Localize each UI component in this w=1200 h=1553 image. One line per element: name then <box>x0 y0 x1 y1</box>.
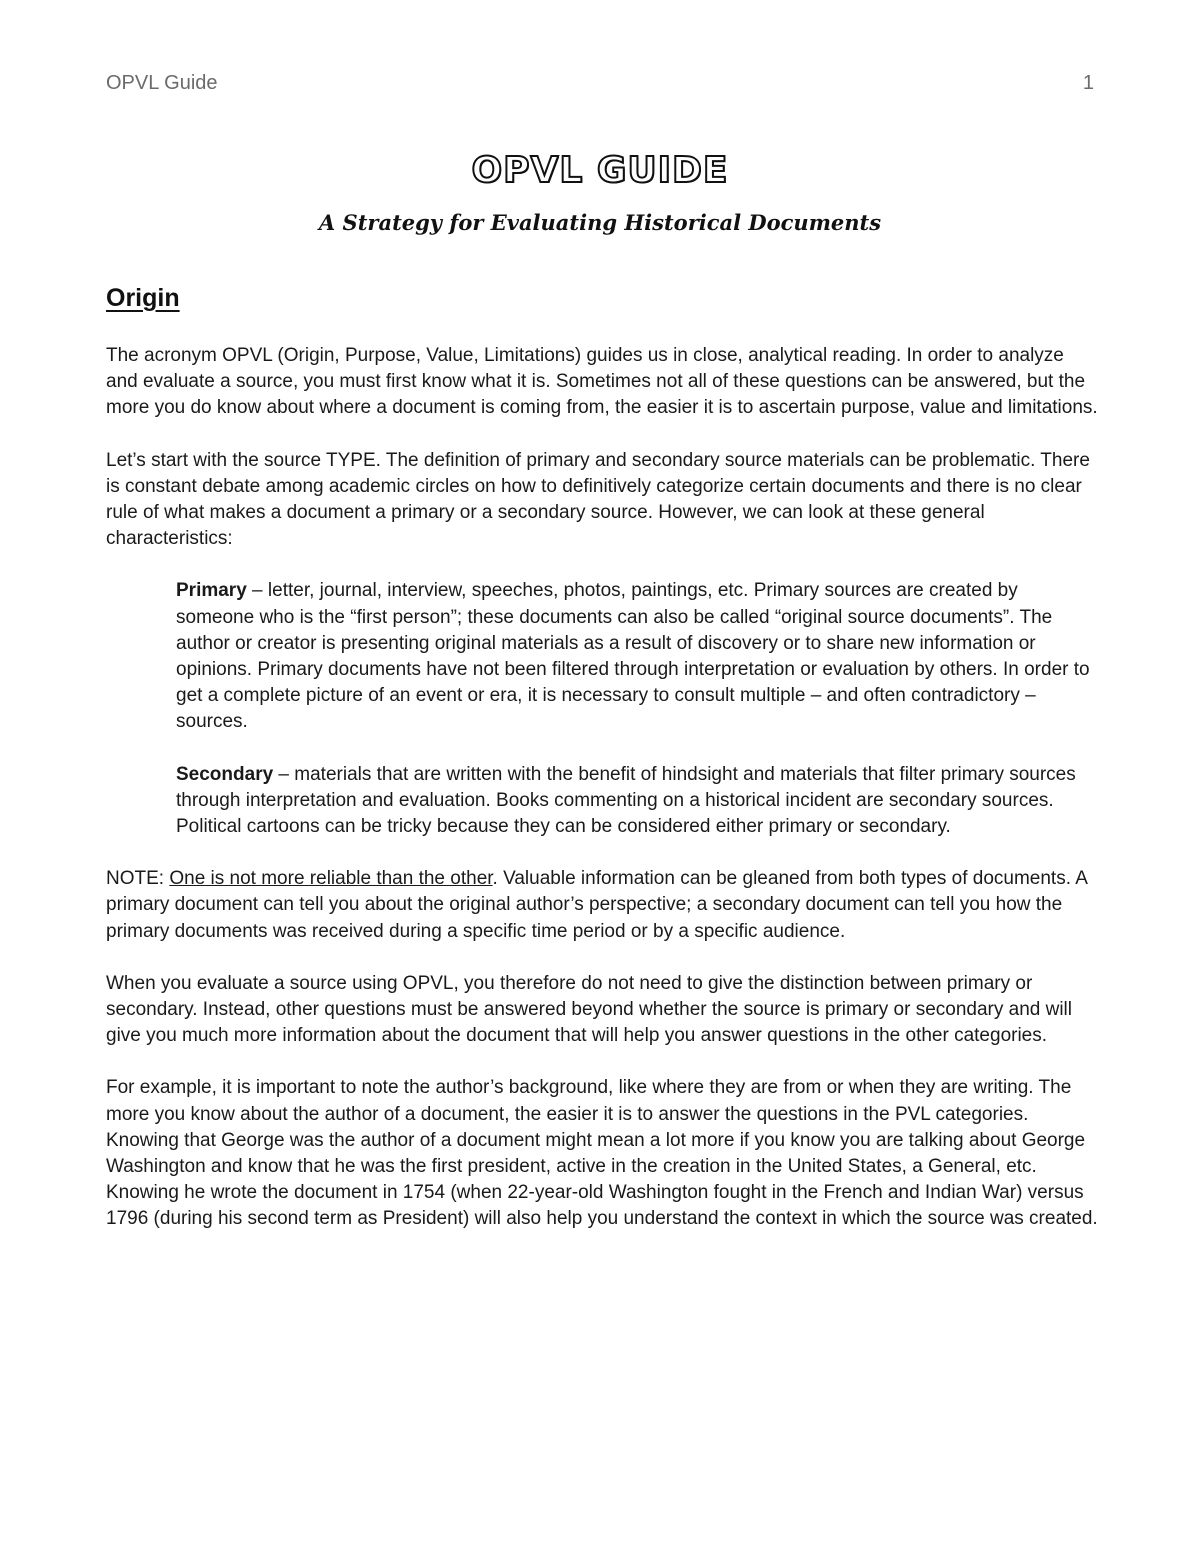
note-underlined: One is not more reliable than the other <box>169 868 493 890</box>
paragraph-acronym: The acronym OPVL (Origin, Purpose, Value, Limitations) guides us in close, analytical reading. In order to analyze and evaluate a source, you must first know what it is. Sometimes not all of these questions can be answered, but the more you do know about where a document is coming from, the easier it is to ascertain purpose, value and limitations. <box>106 345 1098 419</box>
body-text <box>106 343 1098 1259</box>
document-title: OPVL GUIDE <box>471 150 729 191</box>
paragraph-example: For example, it is important to note the author’s background, like where they are from or when they are writing. The more you know about the author of a document, the easier it is to answer the questions in the PVL categories. Knowing that George was the author of a document might mean a lot more if you know you are talking about George Washington and know that he was the first president, active in the creation in the United States, a General, etc. Knowing he wrote the document in 1754 (when 22-year-old Washington fought in the French and Indian War) versus 1796 (during his second term as President) will also help you understand the context in which the source was created. <box>106 1077 1098 1230</box>
primary-definition: – letter, journal, interview, speeches, photos, paintings, etc. Primary sources are created by someone who is the “first person”; these documents can also be called “original source documents”. The author or creator is presenting original materials as a result of discovery or to share new information or opinions. Primary documents have not been filtered through interpretation or evaluation by others. In order to get a complete picture of an event or era, it is necessary to consult multiple – and often contradictory – sources. <box>176 580 1090 733</box>
section-heading-origin: Origin <box>106 284 180 312</box>
document-subtitle: A Strategy for Evaluating Historical Documents <box>318 210 882 235</box>
note-text: . Valuable information can be gleaned from both types of documents. A primary document can tell you about the original author’s perspective; a secondary document can tell you how the primary documents was received during a specific time period or by a specific audience. <box>106 868 1087 942</box>
paragraph-note <box>106 866 1098 945</box>
secondary-term: Secondary <box>176 763 274 785</box>
paragraph-evaluate: When you evaluate a source using OPVL, you therefore do not need to give the distinction between primary or secondary. Instead, other questions must be answered beyond whether the source is primary or secondary and will give you much more information about the document that will help you answer questions in the other categories. <box>106 972 1072 1047</box>
page-number: 1 <box>1082 72 1094 94</box>
running-header <box>106 72 1094 102</box>
paragraph-primary <box>176 578 1098 735</box>
paragraph-source-type: Let’s start with the source TYPE. The definition of primary and secondary source materials can be problematic. There is constant debate among academic circles on how to definitively categorize certain documents and there is no clear rule of what makes a document a primary or a secondary source. However, we can look at these general characteristics: <box>106 449 1090 550</box>
secondary-definition: – materials that are written with the benefit of hindsight and materials that filter primary sources through interpretation and evaluation. Books commenting on a historical incident are secondary sources. Political cartoons can be tricky because they can be considered either primary or secondary. <box>176 763 1076 838</box>
primary-term: Primary <box>176 580 247 602</box>
paragraph-secondary <box>176 762 1098 841</box>
note-label: NOTE: <box>106 868 170 890</box>
header-title: OPVL Guide <box>106 72 218 94</box>
